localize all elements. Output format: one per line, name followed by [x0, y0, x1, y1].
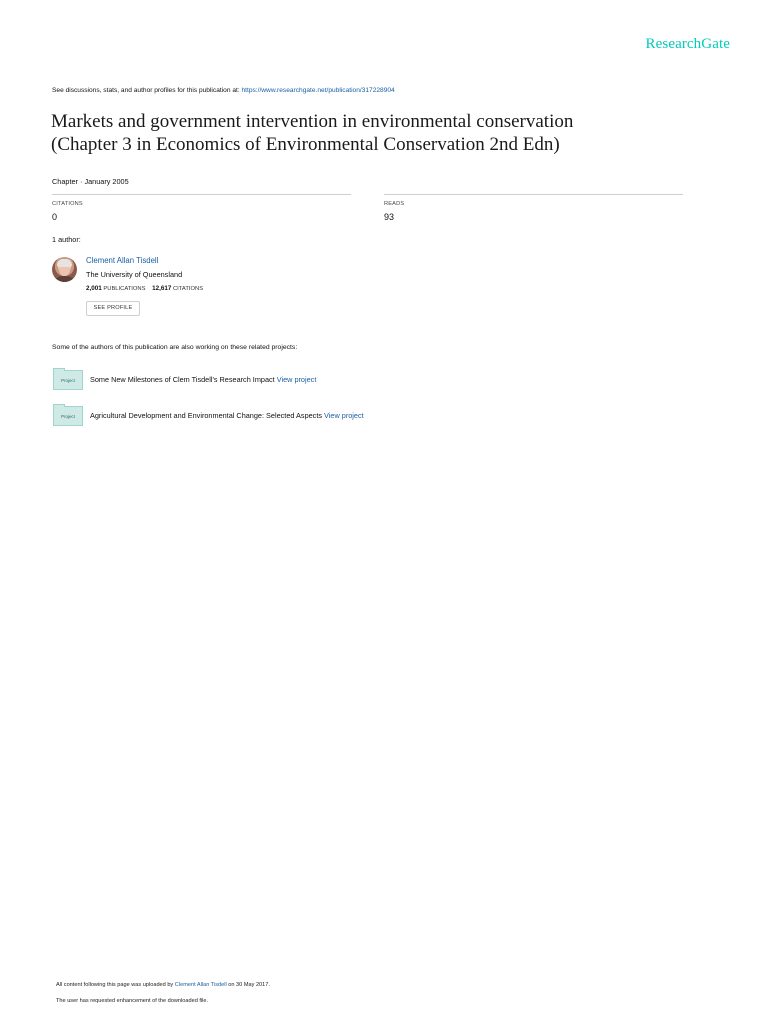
view-project-link[interactable]: View project — [324, 411, 364, 420]
see-profile-button[interactable]: SEE PROFILE — [86, 301, 140, 316]
view-project-link[interactable]: View project — [276, 375, 317, 384]
project-folder-icon — [53, 406, 83, 426]
title-line-1: Markets and government intervention in environmental conservation — [51, 111, 574, 132]
author-citations-label: CITATIONS — [173, 286, 204, 292]
author-name-link[interactable]: Clement Allan Tisdell — [86, 256, 159, 265]
upload-suffix: on 30 May 2017. — [226, 982, 270, 988]
title-line-2: (Chapter 3 in Economics of Environmental Conservation 2nd Edn) — [51, 134, 560, 155]
publication-type-date: Chapter · January 2005 — [52, 177, 129, 186]
citations-value: 0 — [52, 212, 58, 222]
enhancement-notice: The user has requested enhancement of the downloaded file. — [56, 998, 209, 1004]
citations-label: CITATIONS — [52, 201, 83, 207]
related-project-item — [53, 370, 553, 392]
project-folder-icon — [53, 370, 83, 390]
author-stats — [86, 285, 203, 292]
reads-value: 93 — [384, 212, 395, 222]
related-project-item — [53, 406, 553, 428]
see-discussions-line — [52, 87, 395, 94]
author-publications-count: 2,001 — [86, 285, 102, 292]
publication-url-link[interactable]: https://www.researchgate.net/publication/317228904 — [241, 87, 395, 94]
citations-divider — [52, 194, 351, 195]
author-citations-count: 12,617 — [152, 285, 172, 292]
project-title: Agricultural Development and Environmental Change: Selected Aspects — [90, 411, 325, 420]
see-discussions-text: See discussions, stats, and author profiles for this publication at: — [52, 87, 242, 94]
upload-prefix: All content following this page was uploaded by — [56, 982, 175, 988]
reads-label: READS — [384, 201, 405, 207]
uploader-link[interactable]: Clement Allan Tisdell — [174, 982, 227, 988]
researchgate-logo[interactable]: ResearchGate — [645, 36, 730, 52]
project-title: Some New Milestones of Clem Tisdell's Research Impact — [90, 375, 277, 384]
authors-heading: 1 author: — [52, 235, 81, 244]
author-institution: The University of Queensland — [86, 270, 183, 279]
author-publications-label: PUBLICATIONS — [103, 286, 146, 292]
upload-notice — [56, 982, 270, 988]
author-avatar[interactable] — [52, 257, 77, 282]
publication-title — [51, 110, 711, 156]
related-projects-heading: Some of the authors of this publication are also working on these related projects: — [52, 344, 298, 351]
project-icon-label: Project — [61, 414, 75, 419]
project-icon-label: Project — [61, 378, 75, 383]
reads-divider — [384, 194, 683, 195]
